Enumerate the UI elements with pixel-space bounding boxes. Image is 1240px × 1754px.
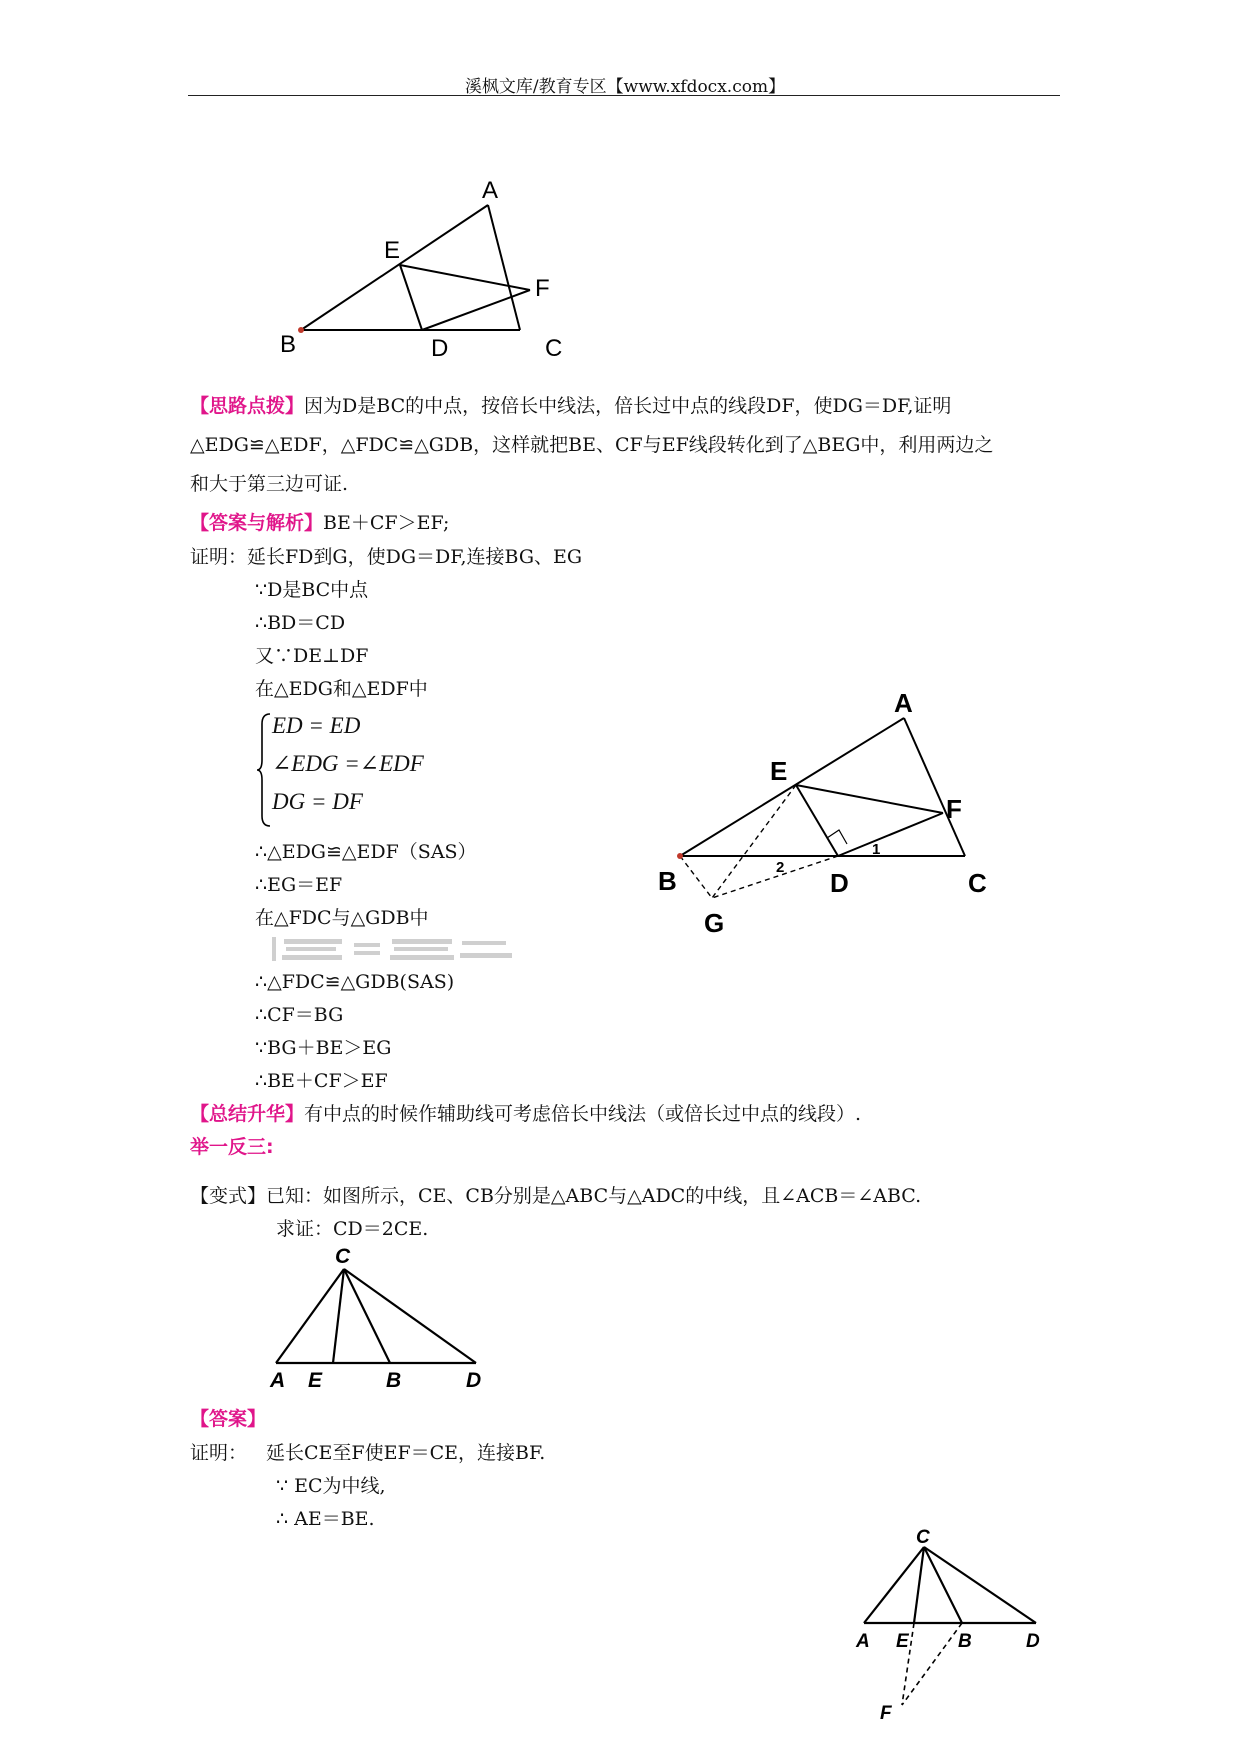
summary-tag: 【总结升华】 <box>190 1103 305 1125</box>
proof-step: ∴CF＝BG <box>255 1004 344 1026</box>
point-b-marker <box>298 327 304 333</box>
hint-tag: 【思路点拨】 <box>190 395 305 417</box>
system-brace <box>256 712 272 828</box>
practice-title: 举一反三: <box>190 1136 274 1158</box>
label-b: B <box>958 1631 972 1652</box>
proof-step: ∵D是BC中点 <box>255 579 369 601</box>
label-e: E <box>896 1631 909 1652</box>
angle-label-1: 1 <box>872 841 881 858</box>
figure-triangle-abc-extended <box>650 680 1010 950</box>
hint-line-1 <box>190 390 951 423</box>
variant-prove: 求证：CD＝2CE. <box>276 1218 429 1240</box>
label-d: D <box>830 868 849 898</box>
point-b-marker <box>677 853 683 859</box>
label-b: B <box>386 1369 402 1392</box>
answer2-proof-label: 证明： <box>190 1442 248 1464</box>
answer-heading <box>190 507 449 540</box>
label-d: D <box>431 335 449 362</box>
summary-line <box>190 1098 861 1131</box>
label-b: B <box>280 331 297 358</box>
label-e: E <box>308 1369 323 1392</box>
summary-text: 有中点的时候作辅助线可考虑倍长中线法（或倍长过中点的线段）. <box>304 1103 862 1125</box>
label-a: A <box>894 688 913 718</box>
answer2-step: ∵ EC为中线, <box>276 1475 386 1497</box>
variant-tag: 【变式】 <box>190 1185 267 1207</box>
proof-step: 又∵DE⊥DF <box>255 645 369 667</box>
proof-step: 在△EDG和△EDF中 <box>255 678 428 700</box>
answer-tag: 【答案与解析】 <box>190 512 324 534</box>
angle-label-2: 2 <box>776 859 785 876</box>
blurred-equation-image <box>272 933 522 963</box>
hint-text-1: 因为D是BC的中点，按倍长中线法，倍长过中点的线段DF，使DG＝DF,证明 <box>304 395 952 417</box>
proof-step: 在△FDC与△GDB中 <box>255 907 429 929</box>
label-a: A <box>482 177 499 204</box>
answer2-step: ∴ AE＝BE. <box>276 1508 375 1530</box>
label-c: C <box>335 1245 351 1268</box>
system-eq-3: DG = DF <box>272 789 363 814</box>
variant-given-text: 已知：如图所示，CE、CB分别是△ABC与△ADC的中线，且∠ACB＝∠ABC. <box>266 1185 922 1207</box>
proof-intro: 证明：延长FD到G，使DG＝DF,连接BG、EG <box>190 546 583 568</box>
answer2-tag: 【答案】 <box>190 1408 267 1430</box>
proof-step: ∴BD＝CD <box>255 612 346 634</box>
figure-variant-triangle <box>262 1245 492 1395</box>
label-a: A <box>270 1369 286 1392</box>
variant-given <box>190 1180 921 1213</box>
label-a: A <box>856 1631 870 1652</box>
proof-step: ∴△FDC≌△GDB(SAS) <box>255 971 455 993</box>
proof-step: ∴△EDG≌△EDF（SAS） <box>255 841 477 863</box>
page-header: 溪枫文库/教育专区【www.xfdocx.com】 <box>464 77 786 97</box>
label-g: G <box>704 908 725 938</box>
label-d: D <box>1026 1631 1040 1652</box>
label-f: F <box>880 1703 892 1724</box>
label-f: F <box>946 794 962 824</box>
figure-triangle-abc <box>270 170 590 370</box>
header-rule <box>188 95 1060 96</box>
hint-line-2: △EDG≌△EDF，△FDC≌△GDB，这样就把BE、CF与EF线段转化到了△BEG中，利用两边之 <box>190 434 994 456</box>
proof-step: ∴BE＋CF＞EF <box>255 1070 388 1092</box>
label-e: E <box>384 237 401 264</box>
label-f: F <box>535 275 550 302</box>
answer2-proof-intro: 延长CE至F使EF＝CE，连接BF. <box>266 1442 546 1464</box>
label-c: C <box>916 1527 930 1548</box>
figure-variant-extended <box>850 1525 1050 1725</box>
label-c: C <box>545 335 563 362</box>
hint-line-3: 和大于第三边可证. <box>190 473 349 495</box>
system-eq-1: ED = ED <box>272 713 361 738</box>
system-eq-2: ∠EDG =∠EDF <box>272 751 424 776</box>
label-d: D <box>466 1369 482 1392</box>
proof-step: ∴EG＝EF <box>255 874 343 896</box>
answer-result: BE＋CF＞EF; <box>323 512 450 534</box>
label-b: B <box>658 866 677 896</box>
label-e: E <box>770 756 788 786</box>
label-c: C <box>968 868 987 898</box>
proof-step: ∵BG＋BE＞EG <box>255 1037 392 1059</box>
